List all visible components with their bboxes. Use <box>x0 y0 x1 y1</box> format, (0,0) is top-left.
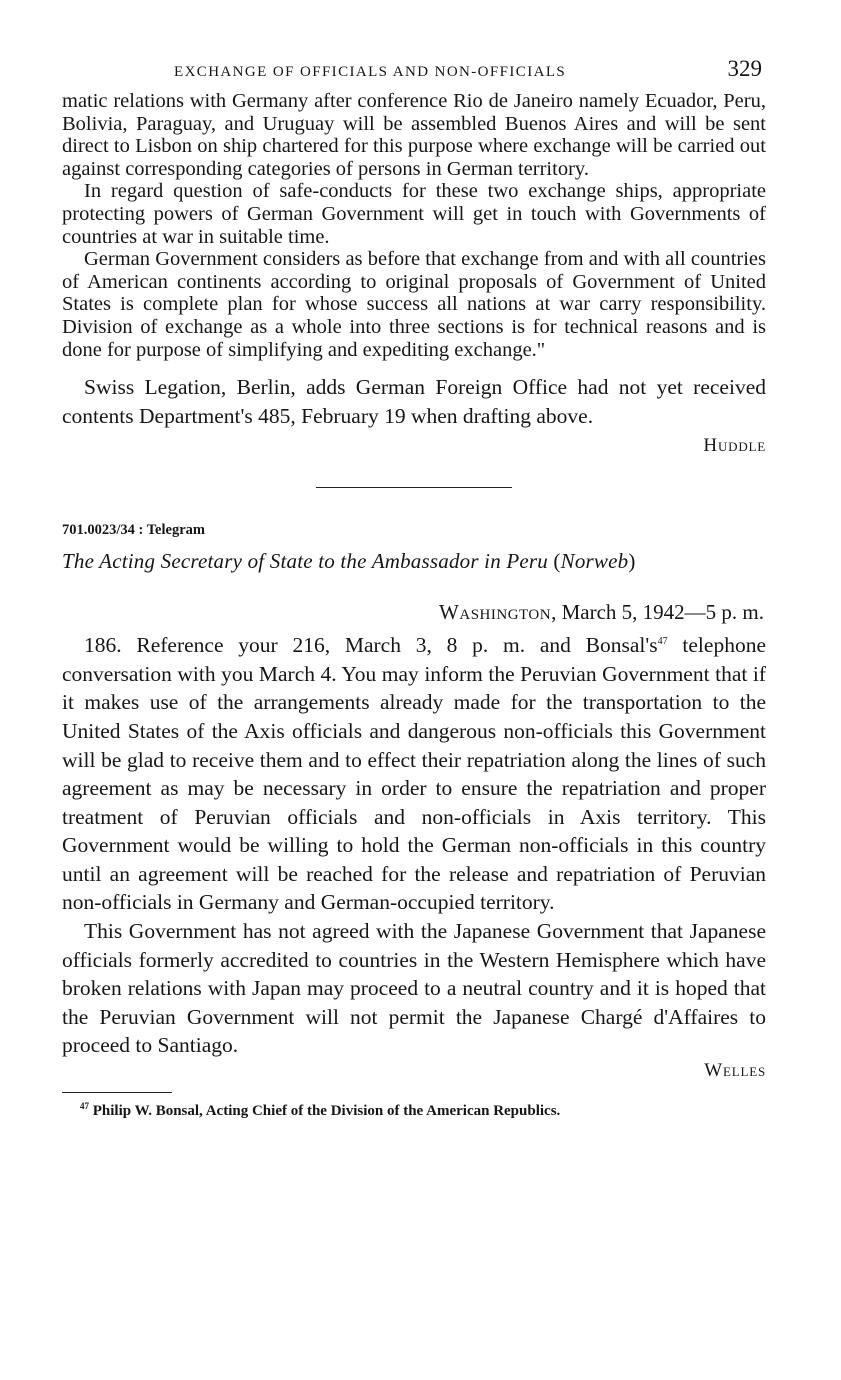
file-reference: 701.0023/34 : Telegram <box>62 522 205 539</box>
title-main: The Acting Secretary of State to the Ambassador in Peru <box>62 549 554 574</box>
footnote-mark: 47 <box>80 1101 89 1112</box>
document-title <box>62 549 766 574</box>
quote-paragraph: German Government considers as before that exchange from and with all countries of American continents according to original proposals of Government of United States is complete plan for whose success all nations at war carry responsibility. Division of exchange as a whole into three sections is for technical reasons and is done for purpose of simplifying and expediting exchange." <box>62 248 766 361</box>
footnote <box>80 1103 766 1120</box>
document-page <box>62 56 766 1120</box>
signature-huddle: Huddle <box>703 435 766 457</box>
footnote-rule <box>62 1092 172 1093</box>
page-number: 329 <box>727 56 762 81</box>
quote-paragraph: In regard question of safe-conducts for these two exchange ships, appropriate protecting powers of German Government will get in touch with Governments of countries at war in suitable time. <box>62 180 766 248</box>
title-paren-close: ) <box>628 549 636 574</box>
telegram-paragraph <box>62 631 766 917</box>
section-divider <box>316 487 512 488</box>
running-title: EXCHANGE OF OFFICIALS AND NON-OFFICIALS <box>174 64 567 80</box>
dateline-date: , March 5, 1942—5 p. m. <box>551 600 764 625</box>
title-recipient: Norweb <box>560 549 629 574</box>
footnote-reference: 47 <box>657 635 668 647</box>
title-paren-open: ( <box>553 549 561 574</box>
dateline-place: Washington <box>439 600 552 625</box>
signature-welles: Welles <box>704 1060 766 1082</box>
dateline <box>62 600 764 625</box>
quote-paragraph: matic relations with Germany after conference Rio de Janeiro namely Ecuador, Peru, Bolivia, Paraguay, and Uruguay will be assembled Buenos Aires and will be sent direct to Lisbon on ship chartered for this purpose where exchange will be carried out against corresponding categories of persons in German territory. <box>62 90 766 180</box>
footnote-text: Philip W. Bonsal, Acting Chief of the Division of the American Republics. <box>89 1103 561 1120</box>
running-header <box>62 56 766 90</box>
quoted-telegram-continuation <box>62 90 766 361</box>
legation-note: Swiss Legation, Berlin, adds German Foreign Office had not yet received contents Department's 485, February 19 when drafting above. <box>62 375 766 429</box>
telegram-text: 186. Reference your 216, March 3, 8 p. m. and Bonsal's <box>84 633 658 658</box>
telegram-paragraph: This Government has not agreed with the Japanese Government that Japanese officials formerly accredited to countries in the Western Hemisphere which have broken relations with Japan may proceed to a neutral country and it is hoped that the Peruvian Government will not permit the Japanese Chargé d'Affaires to proceed to Santiago. <box>62 919 766 1058</box>
telegram-text: telephone conversation with you March 4. You may inform the Peruvian Government that if it makes use of the arrangements already made for the transportation to the United States of the Axis officials and dangerous non-officials this Government will be glad to receive them and to effect their repatriation along the lines of such agreement as may be necessary in order to ensure the repatriation and proper treatment of Peruvian officials and non-officials in Axis territory. This Government would be willing to hold the German non-officials in this country until an agreement will be reached for the release and repatriation of Peruvian non-officials in Germany and German-occupied territory. <box>62 633 766 915</box>
